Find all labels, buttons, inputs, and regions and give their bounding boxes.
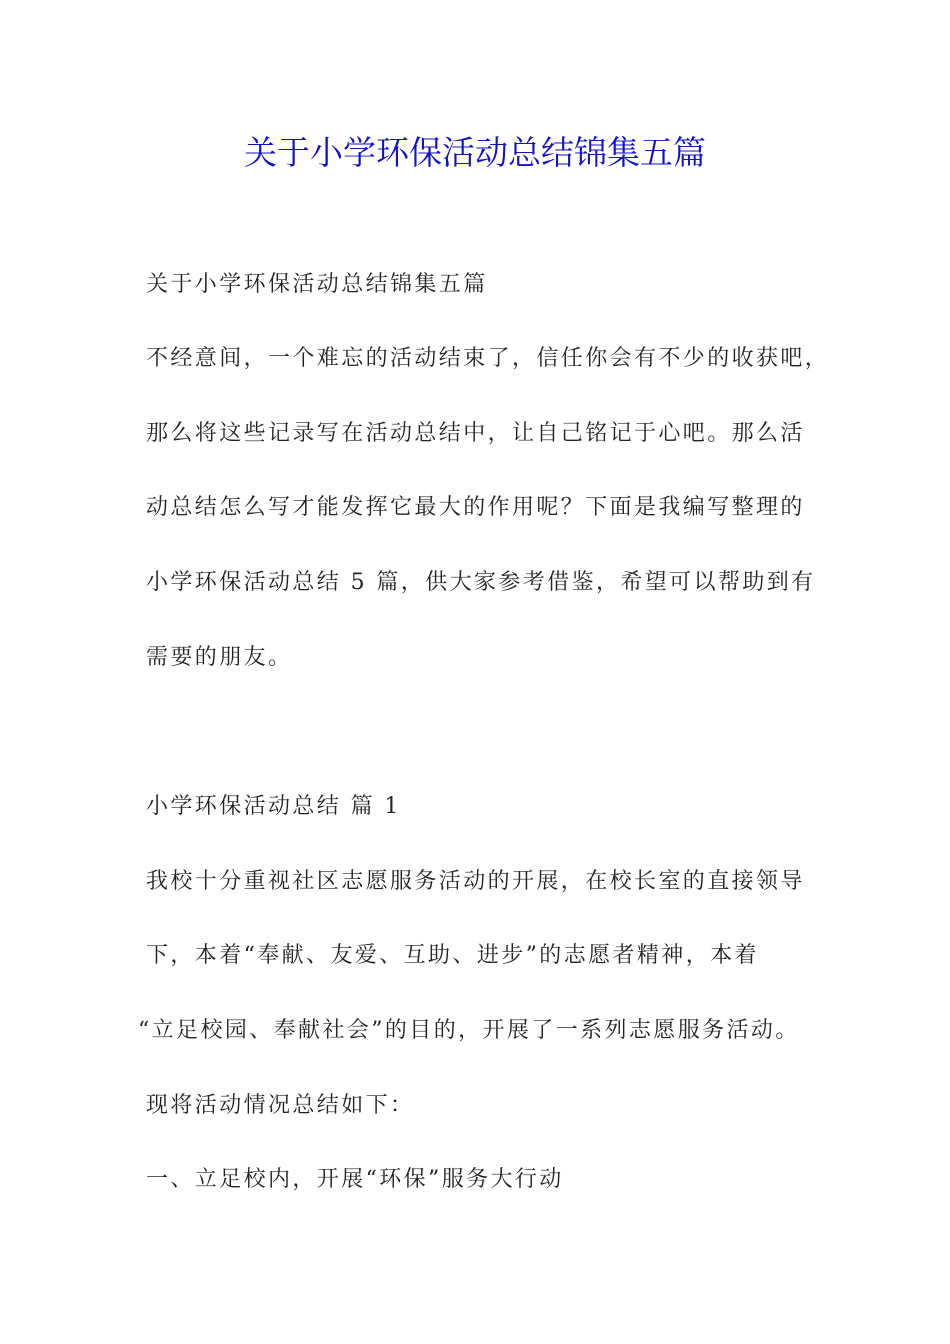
intro-line-4: 小学环保活动总结 5 篇，供大家参考借鉴，希望可以帮助到有 — [146, 570, 816, 595]
body-line-3: “立足校园、奉献社会”的目的，开展了一系列志愿服务活动。 — [138, 1018, 800, 1043]
subtitle-line: 关于小学环保活动总结锦集五篇 — [146, 272, 488, 297]
document-title: 关于小学环保活动总结锦集五篇 — [244, 133, 706, 172]
intro-line-2: 那么将这些记录写在活动总结中，让自己铭记于心吧。那么活 — [146, 421, 805, 446]
body-line-4: 现将活动情况总结如下： — [146, 1093, 415, 1118]
section-heading: 小学环保活动总结 篇 1 — [146, 794, 401, 819]
intro-line-1: 不经意间，一个难忘的活动结束了，信任你会有不少的收获吧， — [146, 346, 830, 371]
subsection-heading: 一、立足校内，开展“环保”服务大行动 — [146, 1167, 564, 1192]
body-line-1: 我校十分重视社区志愿服务活动的开展，在校长室的直接领导 — [146, 869, 805, 894]
body-line-2: 下，本着“奉献、友爱、互助、进步”的志愿者精神，本着 — [146, 943, 759, 968]
intro-line-5: 需要的朋友。 — [146, 645, 293, 670]
intro-line-3: 动总结怎么写才能发挥它最大的作用呢？下面是我编写整理的 — [146, 495, 805, 520]
